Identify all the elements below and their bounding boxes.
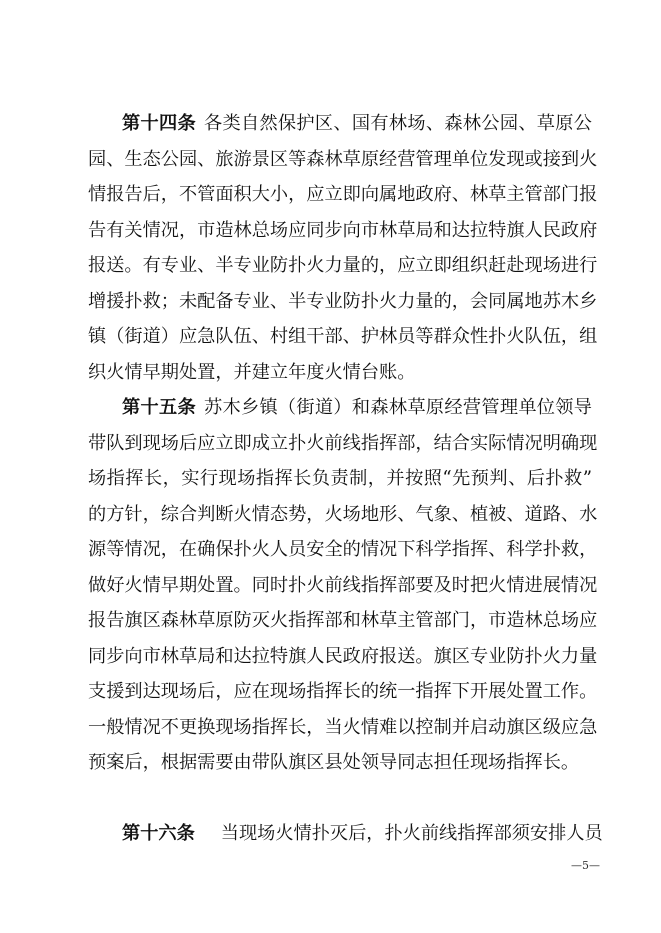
article-line: 报送。有专业、半专业防扑火力量的，应立即组织赶赴现场进行 xyxy=(88,255,598,276)
article-line: 的方针，综合判断火情态势，火场地形、气象、植被、道路、水 xyxy=(88,503,598,525)
article-heading: 第十五条 xyxy=(122,397,196,418)
article-line: 报告旗区森林草原防灭火指挥部和林草主管部门，市造林总场应 xyxy=(88,610,598,631)
article-line: 第十六条 当现场火情扑灭后，扑火前线指挥部须安排人员 xyxy=(122,823,603,844)
article-line: 情报告后，不管面积大小，应立即向属地政府、林草主管部门报 xyxy=(88,184,598,205)
article-line: 场指挥长，实行现场指挥长负责制，并按照“先预判、后扑救” xyxy=(88,468,592,489)
article-line: 第十五条 苏木乡镇（街道）和森林草原经营管理单位领导 xyxy=(122,397,592,418)
article-line: 一般情况不更换现场指挥长，当火情难以控制并启动旗区级应急 xyxy=(88,716,598,738)
article-line: 同步向市林草局和达拉特旗人民政府报送。旗区专业防扑火力量 xyxy=(88,645,598,667)
page-number: —5— xyxy=(571,859,600,872)
article-line: 告有关情况，市造林总场应同步向市林草局和达拉特旗人民政府 xyxy=(88,219,598,241)
article-line: 织火情早期处置，并建立年度火情台账。 xyxy=(88,361,416,383)
article-line: 镇（街道）应急队伍、村组干部、护林员等群众性扑火队伍，组 xyxy=(88,326,598,347)
article-line: 预案后，根据需要由带队旗区县处领导同志担任现场指挥长。 xyxy=(88,752,580,773)
article-line: 第十四条 各类自然保护区、国有林场、森林公园、草原公 xyxy=(122,113,592,134)
article-line: 园、生态公园、旅游景区等森林草原经营管理单位发现或接到火 xyxy=(88,148,598,170)
article-line: 增援扑救；未配备专业、半专业防扑火力量的，会同属地苏木乡 xyxy=(88,290,598,312)
article-heading: 第十四条 xyxy=(122,113,196,134)
article-heading: 第十六条 xyxy=(122,823,195,844)
article-line: 带队到现场后应立即成立扑火前线指挥部，结合实际情况明确现 xyxy=(88,432,598,454)
article-line: 源等情况，在确保扑火人员安全的情况下科学指挥、科学扑救， xyxy=(88,539,598,560)
article-line: 做好火情早期处置。同时扑火前线指挥部要及时把火情进展情况 xyxy=(88,574,598,596)
article-line: 支援到达现场后，应在现场指挥长的统一指挥下开展处置工作。 xyxy=(88,681,598,702)
